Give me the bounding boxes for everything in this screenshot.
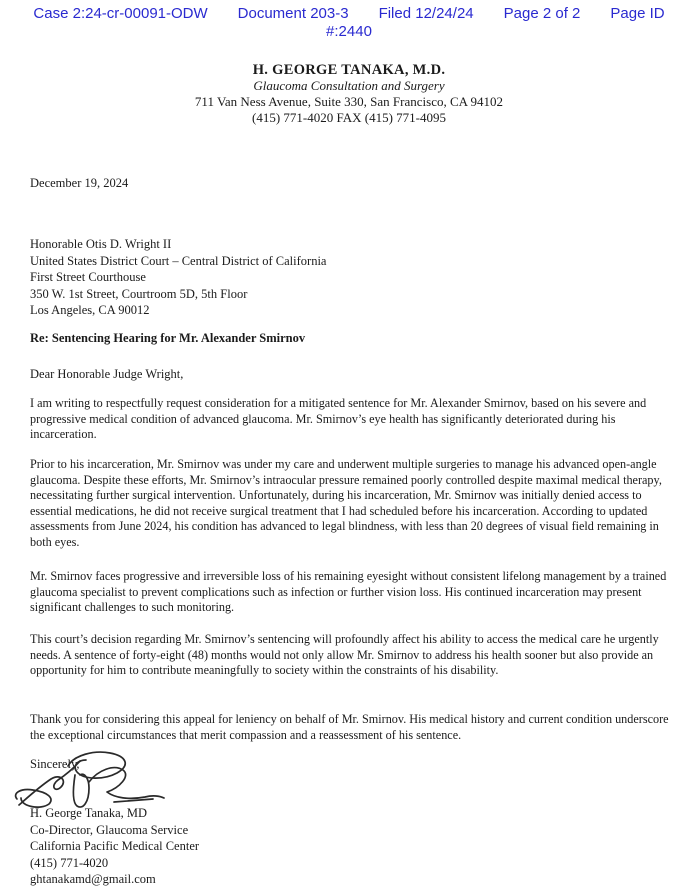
stamp-page-id-label: Page ID [610,5,665,22]
cmecf-stamp-line1 [0,5,698,23]
letterhead [0,62,698,126]
body-paragraph-1: I am writing to respectfully request consideration for a mitigated sentence for Mr. Alexander Smirnov, based on his severe and progressive medical condition of advanced glaucoma. Mr. Smirnov’s eye health has significantly deteriorated during his incarceration. [30,396,647,442]
addressee-city: Los Angeles, CA 90012 [30,303,150,317]
stamp-case-number: Case 2:24-cr-00091-ODW [33,5,208,22]
signature-block [30,805,199,888]
closing: Sincerely, [30,757,80,771]
salutation: Dear Honorable Judge Wright, [30,367,184,381]
addressee-name: Honorable Otis D. Wright II [30,237,172,251]
stamp-page-count: Page 2 of 2 [503,5,581,22]
addressee-block [30,236,326,319]
stamp-document-number: Document 203-3 [237,5,349,22]
signer-name: H. George Tanaka, MD [30,806,148,820]
addressee-courthouse: First Street Courthouse [30,270,146,284]
letterhead-name: H. GEORGE TANAKA, M.D. [252,62,446,78]
cmecf-stamp [0,5,698,40]
signer-phone: (415) 771-4020 [30,855,109,870]
stamp-filed-date: Filed 12/24/24 [378,5,474,22]
subject-line: Re: Sentencing Hearing for Mr. Alexander Smirnov [30,331,306,345]
body-paragraph-2: Prior to his incarceration, Mr. Smirnov was under my care and underwent multiple surgeries to manage his advanced open-angle glaucoma. Despite these efforts, Mr. Smirnov’s intraocular pressure remained poorly controlled despite maximal medical therapy, necessitating further surgical intervention. Unfortunately, during his incarceration, Mr. Smirnov was initially denied access to essential medications, he did not receive surgical treatment that I had scheduled before his incarceration. According to updated assessments from June 2024, his condition has advanced to legal blindness, with less than 20 degrees of visual field remaining in both eyes. [30,457,662,549]
body-paragraph-3: Mr. Smirnov faces progressive and irreversible loss of his remaining eyesight without consistent lifelong management by a trained glaucoma specialist to prevent complications such as infection or further vision loss. His continued incarceration may present significant challenges to such monitoring. [30,569,667,615]
letterhead-address: 711 Van Ness Avenue, Suite 330, San Francisco, CA 94102 [194,94,504,109]
addressee-court: United States District Court – Central District of California [30,253,327,268]
signer-organization: California Pacific Medical Center [30,839,200,854]
signer-title: Co-Director, Glaucoma Service [30,822,189,837]
letterhead-subtitle: Glaucoma Consultation and Surgery [253,78,445,93]
addressee-street: 350 W. 1st Street, Courtroom 5D, 5th Floor [30,286,248,301]
signer-email: ghtanakamd@gmail.com [30,872,156,887]
stamp-page-id-number: #:2440 [326,22,372,40]
letter-date: December 19, 2024 [30,176,129,190]
body-paragraph-4: This court’s decision regarding Mr. Smirnov’s sentencing will profoundly affect his ability to access the medical care he urgently needs. A sentence of forty-eight (48) months would not only allow Mr. Smirnov to address his health sooner but also provide an opportunity for him to contribute meaningfully to society within the constraints of his disability. [30,632,659,678]
letterhead-phone: (415) 771-4020 FAX (415) 771-4095 [251,110,447,125]
body-paragraph-5: Thank you for considering this appeal for leniency on behalf of Mr. Smirnov. His medical history and current condition underscore the exceptional circumstances that merit compassion and a reassessment of his sentence. [30,712,669,742]
